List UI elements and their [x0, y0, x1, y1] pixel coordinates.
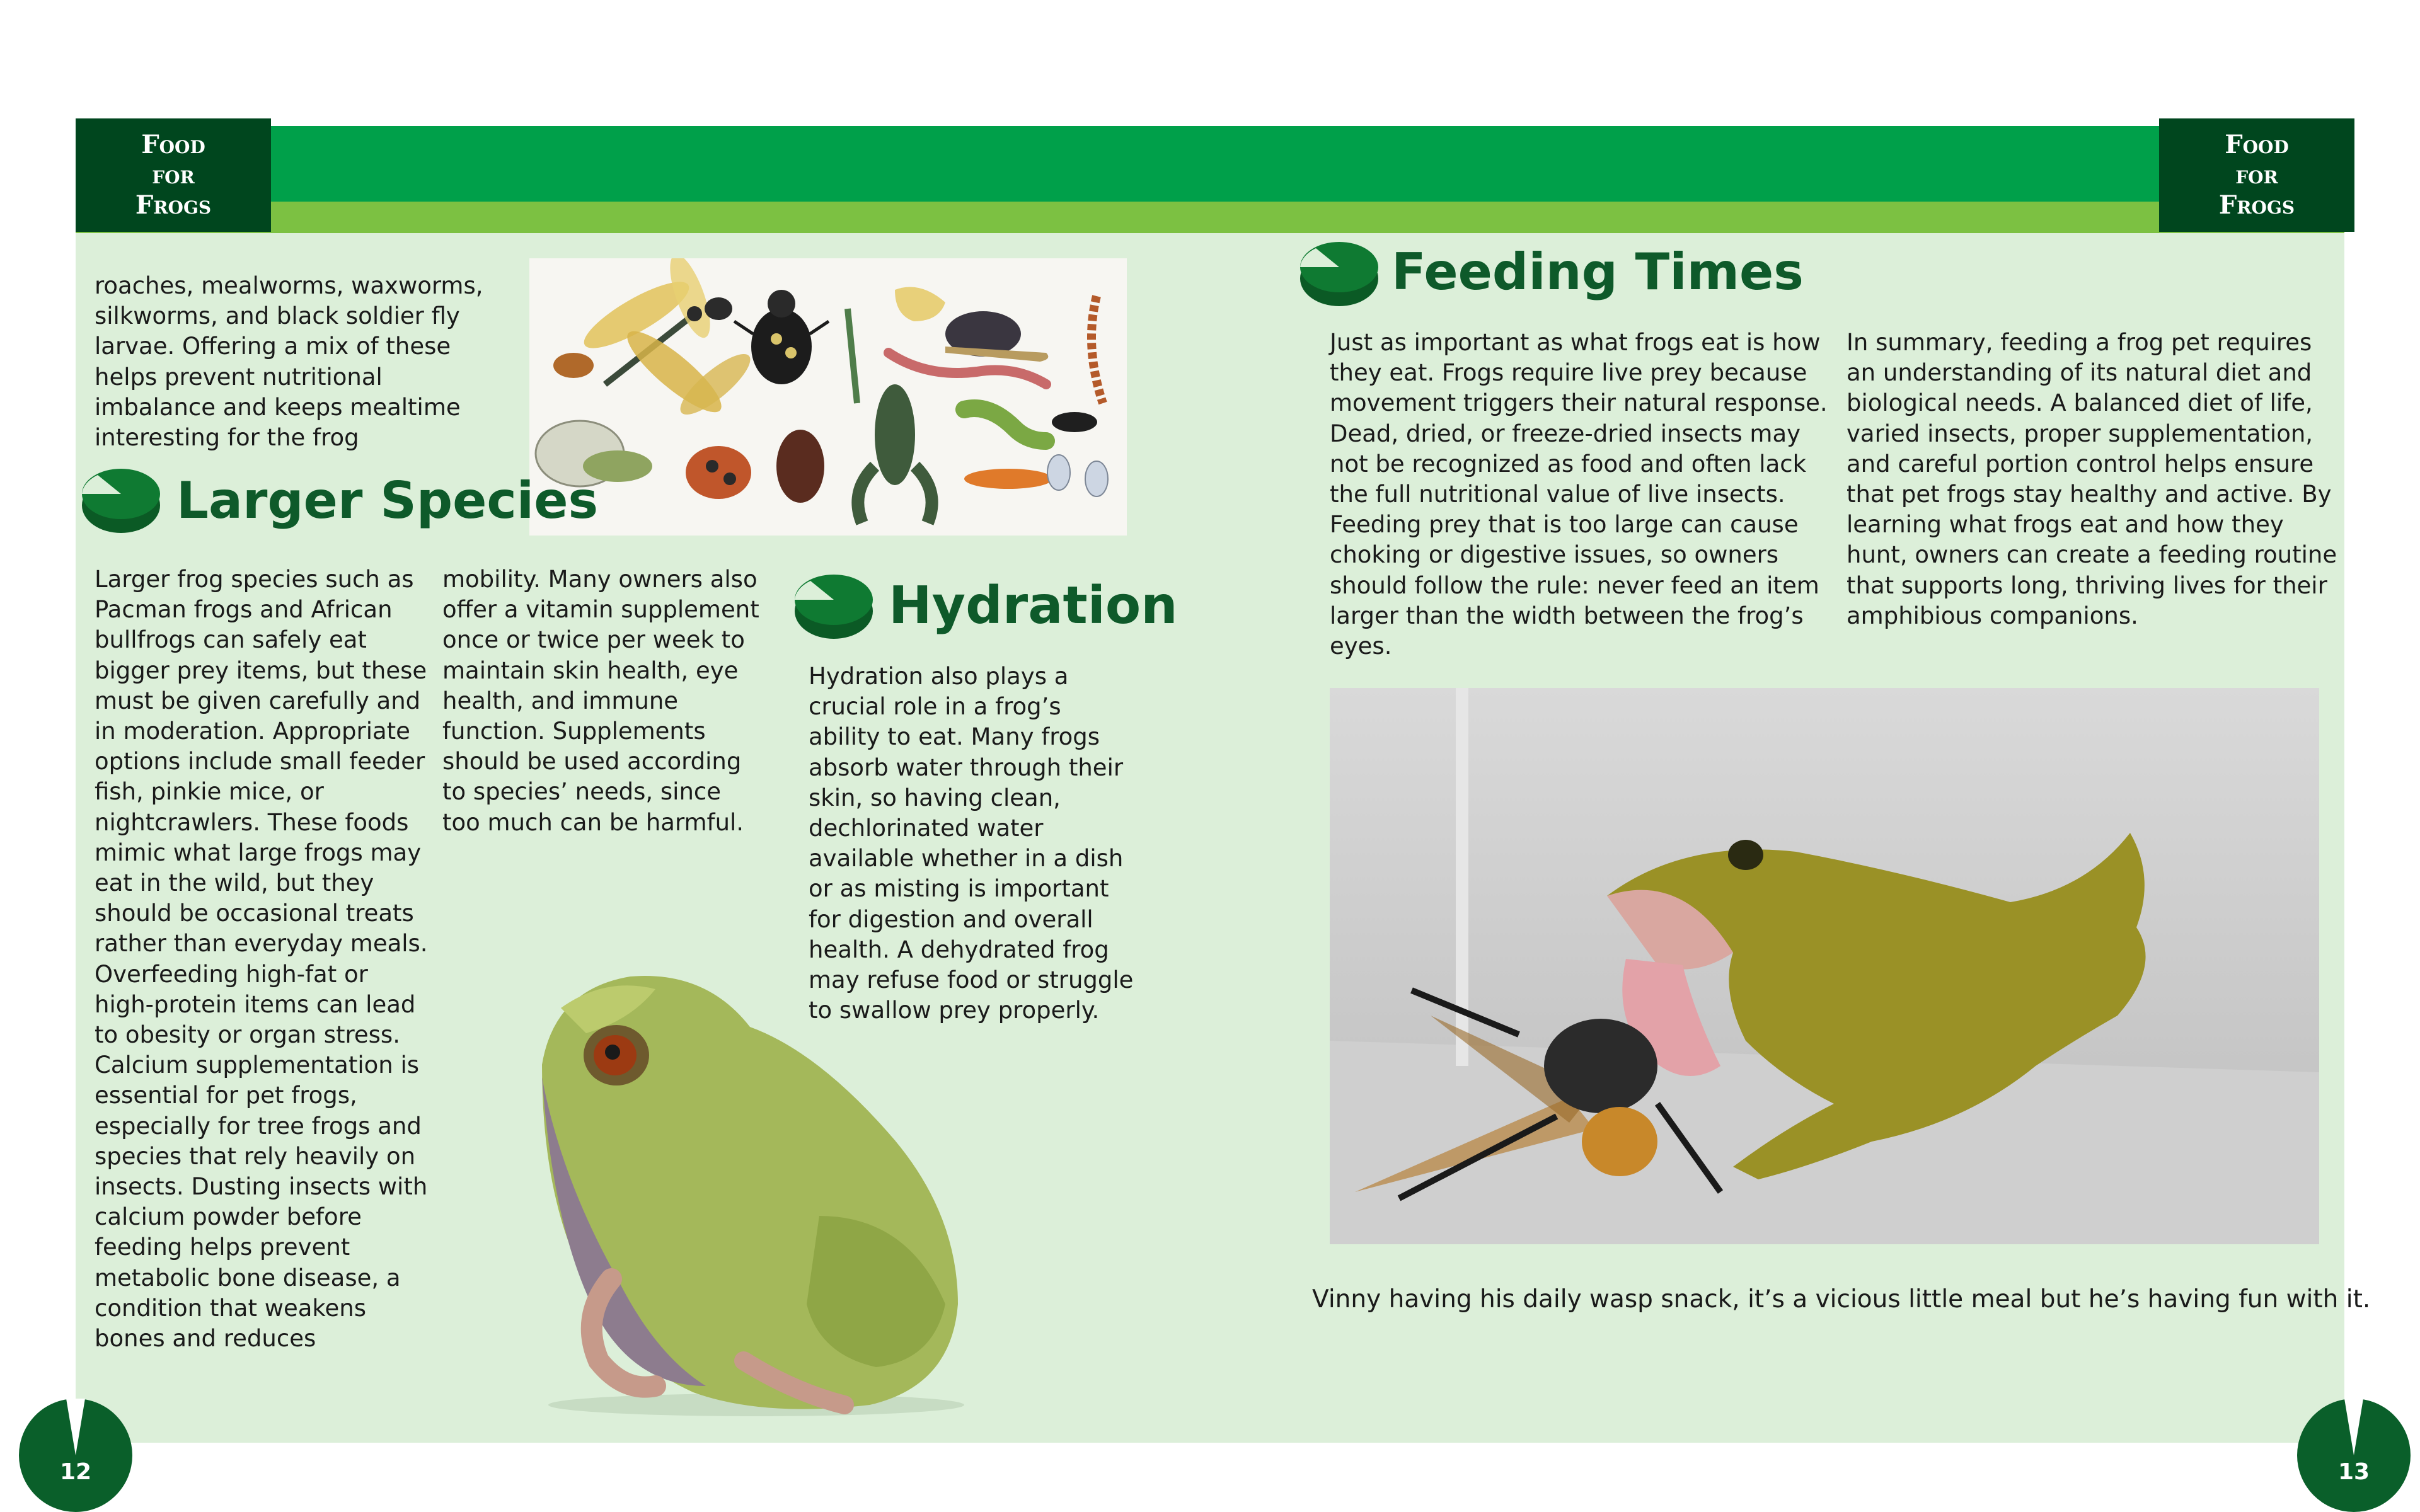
larger-species-col-1: Larger frog species such as Pacman frogs and African bullfrogs can safely eat bigger prey items, but these must be given carefully and in moderation. Appropriate options include small feeder fish, pinkie mice, or nightcrawlers. These foods mimic what large frogs may eat in the wild, but they should be occasional treats rather than everyday meals. Overfeeding high-fat or high-protein items can lead to obesity or organ stress. Calcium supplementation is essential for pet frogs, especially for tree frogs and species that rely heavily on insects. Dusting insects with calcium powder before feeding helps prevent metabolic bone disease, a condition that weakens bones and reduces — [95, 566, 428, 1353]
header-tab-left-line-1: Food — [141, 130, 205, 159]
header-tab-left — [76, 118, 271, 232]
lily-pad-icon — [1297, 238, 1382, 311]
header-tab-right — [2159, 118, 2354, 232]
hydration-heading: Hydration — [889, 576, 1178, 636]
header-band-stripe — [76, 202, 2344, 233]
lily-pad-icon — [79, 465, 164, 538]
intro-text: roaches, mealworms, waxworms, silkworms, and black soldier fly larvae. Offering a mix of these helps prevent nutritional imbalance and keeps mealtime interesting for the frog — [95, 272, 483, 452]
header-tab-right-line-2: for — [2235, 160, 2278, 190]
feeding-times-col-1: Just as important as what frogs eat is how they eat. Frogs require live prey because movement triggers their natural response. Dead, dried, or freeze-dried insects may not be recognized as food and often lack the full nutritional value of live insects. Feeding prey that is too large can cause choking or digestive issues, so owners should follow the rule: never feed an item larger than the width between the frog’s eyes. — [1330, 329, 1828, 660]
header-tab-right-line-1: Food — [2225, 130, 2289, 159]
page-number-lily-pad-right — [2294, 1395, 2414, 1512]
header-tab-left-line-2: for — [152, 160, 195, 190]
page-number-lily-pad-left — [16, 1395, 135, 1512]
photo-caption: Vinny having his daily wasp snack, it’s a vicious little meal but he’s having fun with it. — [1312, 1285, 2371, 1314]
hydration-text: Hydration also plays a crucial role in a frog’s ability to eat. Many frogs absorb water through their skin, so having clean, dechlorinated water available whether in a dish or as misting is important for digestion and overall health. A dehydrated frog may refuse food or struggle to swallow prey properly. — [809, 663, 1134, 1024]
insect-collage-icon — [529, 258, 1127, 536]
feeding-times-col-2: In summary, feeding a frog pet requires an understanding of its natural diet and biological needs. A balanced diet of life, varied insects, proper supplementation, and careful portion control helps ensure that pet frogs stay healthy and active. By learning what frogs eat and how they hunt, owners can create a feeding routine that supports long, thriving lives for their amphibious companions. — [1847, 329, 2337, 629]
tree-frog-icon — [466, 951, 1034, 1430]
page-number-right: 13 — [2337, 1459, 2370, 1485]
header-band — [76, 126, 2344, 202]
larger-species-heading: Larger Species — [176, 471, 599, 530]
header-tab-left-line-3: Frogs — [135, 190, 212, 220]
larger-species-col-2: mobility. Many owners also offer a vitamin supplement once or twice per week to maintain skin health, eye health, and immune function. Supplements should be used according to species’ needs, since too much can be harmful. — [442, 566, 759, 836]
feeding-times-heading: Feeding Times — [1392, 243, 1804, 301]
header-tab-right-line-3: Frogs — [2218, 190, 2295, 220]
lily-pad-icon — [792, 571, 877, 644]
frog-eating-wasp-icon — [1330, 688, 2319, 1244]
page-number-left: 12 — [59, 1459, 92, 1485]
